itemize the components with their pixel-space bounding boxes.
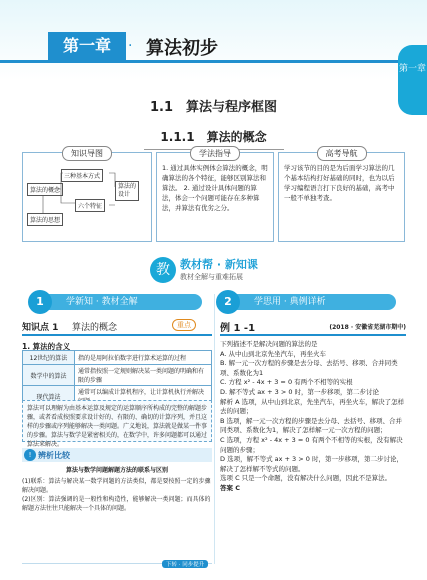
clarify-line: (1)联系：算法与解决某一数学问题的方法类似，都是要按照一定的步骤解决问题。 (22, 478, 211, 494)
example-line: B 选项，解一元一次方程的步骤是去分母、去括号、移项、合并同类项、系数化为1，解决了怎样解一元一次方程的问题； (220, 416, 403, 435)
chapter-separator-icon: · (128, 38, 133, 54)
side-tab[interactable]: 第一章 (398, 45, 427, 115)
mind-map-node: 六个特征 (75, 199, 105, 212)
chapter-label: 第一章 (48, 32, 126, 60)
header-stripe (0, 60, 427, 63)
banner-main-text: 教材帮 · 新知课 (180, 258, 258, 271)
exam-guide-text: 学习该节的目的是为后面学习算法的几个基本结构打好基础的同时，也为以后学习编程语言打下良好的基础，高考中一般不单独考查。 (284, 164, 395, 202)
explanation-box: 算法可以理解为由基本运算及规定的运算顺序所构成的完整的解题步骤，或者看成按照要求设计好的、有限的、确切的计算序列，并且这样的步骤或序列能够解决一类问题。广义地说，算法就是做某一件事的步骤。算法与数学是紧密相关的，在数学中，许多问题都可以通过算法来解决。 (22, 400, 212, 442)
textbook-banner-icon: 教 (150, 257, 176, 283)
knowledge-map-title: 知识导图 (62, 146, 112, 161)
example-line: 选项 C 只是一个命题，没有解决什么问题，因此不是算法。 (220, 474, 392, 483)
knowledge-map-panel (22, 149, 152, 242)
table-cell: 通常指按照一定规则解决某一类问题的明确和有限的步骤 (75, 365, 212, 386)
example-body (220, 340, 406, 494)
mind-map-node: 算法的思想 (27, 213, 63, 226)
mind-map-node: 算法的设计 (115, 181, 139, 201)
example-line: 解析 A 选项，从中山到北京，先坐汽车，再坐火车，解决了怎样去的问题； (220, 397, 405, 416)
exam-guide-panel (278, 149, 405, 242)
study-guide-title: 学法指导 (190, 146, 240, 161)
example-line: A. 从中山到北京先坐汽车，再坐火车 (220, 349, 326, 358)
study-guide-text: 1. 通过具体实例体会算法的概念，明确算法的各个特征，能够区别算法和算法。 2. 通过设计具体问题的算法，体会一个问题可能存在多种算法，并算法有优劣之分。 (162, 164, 268, 212)
table-row (23, 365, 212, 386)
key-point-badge: 重点 (172, 319, 196, 331)
example-line: C. 方程 x² - 4x + 3 = 0 有两个不相等的实根 (220, 378, 353, 387)
example-answer: 答案 C (220, 483, 241, 492)
mind-map-node: 算法的概念 (27, 183, 63, 196)
knowledge-point-header (22, 318, 212, 336)
textbook-banner (150, 254, 280, 288)
example-line: B. 解一元一次方程的步骤是去分母、去括号、移项、合并同类项、系数化为1 (220, 359, 398, 377)
study-guide-panel (156, 149, 274, 242)
clarify-line: (2)区别：算法强调的是一般性和构造性，能够解决一类问题；而具体的解题方法往往只能解决一个具体的问题。 (22, 496, 211, 512)
table-cell: 通常可以编成计算机程序，让计算机执行并解决 (75, 386, 212, 407)
left-footer (22, 563, 212, 571)
clarify-header (22, 448, 212, 462)
example-label: 例 1 -1 (220, 323, 256, 334)
table-cell: 现代算法 (23, 386, 75, 407)
example-line: D 选项，解不等式 ax + 3 > 0 时，第一步移项，第二步讨论，解决了怎样解不等式的问题。 (220, 455, 403, 473)
table-cell: 数学中的算法 (23, 365, 75, 386)
subsection-title-text: 1.1.1 算法的概念 (160, 130, 267, 144)
section-title: 1.1 算法与程序框图 (149, 100, 278, 115)
learn-think-badge: 2 (216, 290, 240, 314)
knowledge-point-label: 知识点 1 (22, 323, 59, 333)
algorithm-definition-table (22, 350, 212, 407)
learn-new-badge: 1 (28, 290, 52, 314)
example-line: C 选项，方程 x² - 4x + 3 = 0 有两个不相等的实根，没有解决问题的步骤； (220, 435, 403, 454)
knowledge-point-title: 算法的概念 (72, 323, 118, 333)
footer-tag[interactable]: 下转 · 同步提升 (162, 560, 208, 568)
clarify-heading: 算法与数学问题解题方法的联系与区别 (65, 467, 168, 474)
example-line: D. 解不等式 ax + 3 > 0 时，第一步移项，第二步讨论 (220, 387, 380, 396)
table-cell: 12世纪的算法 (23, 351, 75, 365)
table-cell: 指的是用阿拉伯数字进行算术运算的过程 (75, 351, 212, 365)
mind-map-node: 三种基本方式 (61, 169, 103, 182)
clarify-body (22, 466, 212, 513)
learn-new-label: 学新知 · 教材全解 (66, 297, 138, 307)
learn-think-bar (220, 294, 396, 310)
chapter-title: 算法初步 (146, 38, 218, 59)
table-row (23, 351, 212, 365)
example-line: 下列描述不是解决问题的算法的是 (220, 340, 318, 348)
subheading: 1. 算法的含义 (22, 342, 71, 351)
learn-think-label: 学思用 · 典例详析 (254, 297, 326, 307)
mind-map-connectors (23, 153, 153, 243)
clarify-title: 辨析比较 (38, 451, 70, 460)
column-divider (214, 294, 215, 564)
learn-new-bar (32, 294, 202, 310)
banner-sub-text: 教材全解与重难拓展 (180, 273, 243, 281)
exam-guide-title: 高考导航 (317, 146, 367, 161)
example-source: (2018 · 安徽省芜湖市期中) (329, 324, 406, 331)
example-header (220, 318, 406, 336)
clarify-icon: ! (24, 449, 36, 461)
